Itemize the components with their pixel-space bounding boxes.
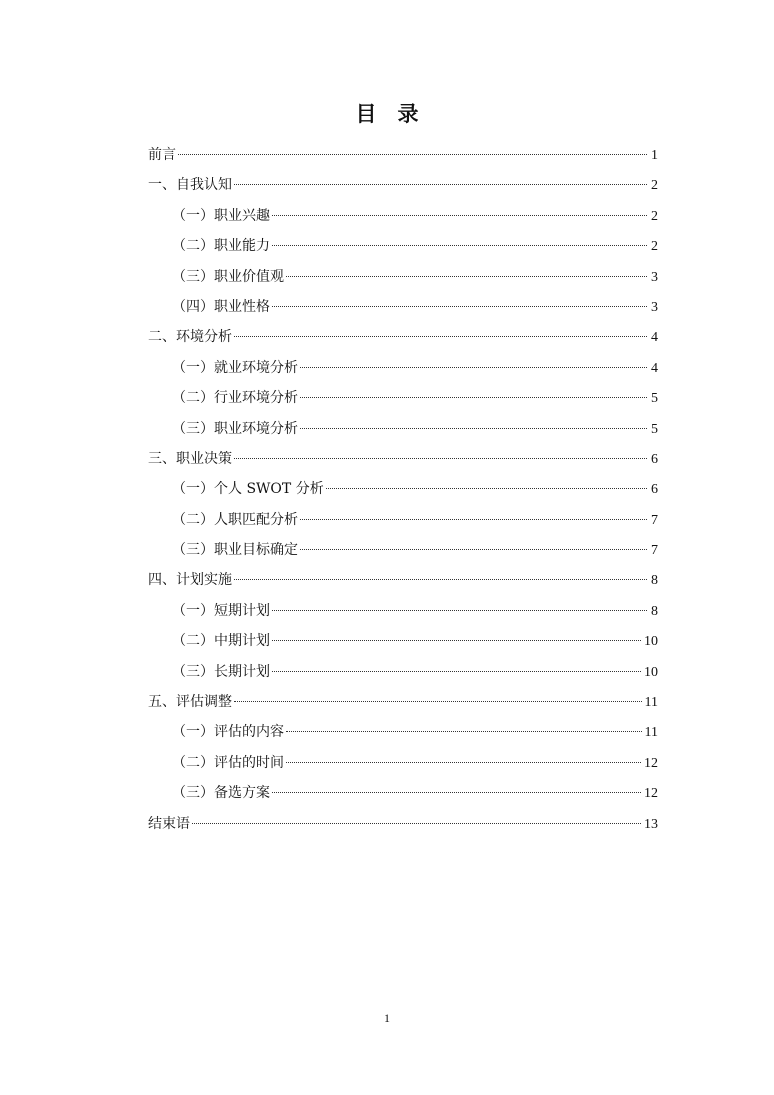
toc-entry-label: （四）职业性格 xyxy=(172,298,270,315)
toc-entry-page-number: 6 xyxy=(651,482,658,498)
toc-entry[interactable] xyxy=(148,778,658,808)
toc-entry[interactable] xyxy=(148,292,658,322)
toc-dot-leader xyxy=(300,549,647,550)
toc-dot-leader xyxy=(300,397,647,398)
toc-dot-leader xyxy=(300,519,647,520)
toc-dot-leader xyxy=(192,823,641,824)
toc-entry[interactable] xyxy=(148,444,658,474)
table-of-contents xyxy=(148,140,658,839)
toc-entry-label: （一）评估的内容 xyxy=(172,724,284,741)
toc-entry-page-number: 5 xyxy=(651,421,658,437)
toc-dot-leader xyxy=(286,762,641,763)
toc-entry[interactable] xyxy=(148,657,658,687)
toc-entry-page-number: 11 xyxy=(644,695,658,711)
toc-entry[interactable] xyxy=(148,565,658,595)
toc-entry-label: 二、环境分析 xyxy=(148,329,232,346)
toc-entry[interactable] xyxy=(148,231,658,261)
toc-entry-page-number: 6 xyxy=(651,451,658,467)
toc-dot-leader xyxy=(300,428,647,429)
toc-entry-label: （三）长期计划 xyxy=(172,663,270,680)
toc-dot-leader xyxy=(300,367,647,368)
toc-entry-page-number: 11 xyxy=(644,725,658,741)
toc-entry-label: 结束语 xyxy=(148,815,190,832)
toc-entry-label: （三）备选方案 xyxy=(172,785,270,802)
toc-entry[interactable] xyxy=(148,535,658,565)
toc-entry-page-number: 2 xyxy=(651,239,658,255)
toc-entry[interactable] xyxy=(148,262,658,292)
toc-entry-page-number: 13 xyxy=(644,816,658,832)
toc-entry-label: 前言 xyxy=(148,147,176,163)
toc-entry-page-number: 10 xyxy=(644,634,658,650)
toc-entry-label: （二）人职匹配分析 xyxy=(172,511,298,528)
toc-dot-leader xyxy=(272,245,647,246)
toc-entry-page-number: 12 xyxy=(644,755,658,771)
toc-entry[interactable] xyxy=(148,717,658,747)
toc-entry[interactable] xyxy=(148,748,658,778)
toc-entry-label: （二）中期计划 xyxy=(172,633,270,650)
toc-dot-leader xyxy=(234,184,647,185)
toc-entry-label: （一）个人 SWOT 分析 xyxy=(172,481,324,498)
toc-dot-leader xyxy=(272,610,647,611)
toc-dot-leader xyxy=(234,579,647,580)
toc-entry-page-number: 2 xyxy=(651,178,658,194)
toc-dot-leader xyxy=(272,215,647,216)
toc-entry-page-number: 5 xyxy=(651,391,658,407)
toc-dot-leader xyxy=(234,458,647,459)
toc-entry-label: 一、自我认知 xyxy=(148,177,232,194)
toc-dot-leader xyxy=(286,731,642,732)
toc-entry[interactable] xyxy=(148,414,658,444)
toc-entry[interactable] xyxy=(148,353,658,383)
toc-entry-label: （三）职业价值观 xyxy=(172,268,284,285)
toc-entry[interactable] xyxy=(148,322,658,352)
toc-entry[interactable] xyxy=(148,505,658,535)
toc-entry[interactable] xyxy=(148,626,658,656)
toc-dot-leader xyxy=(272,671,641,672)
toc-entry[interactable] xyxy=(148,474,658,504)
toc-entry-page-number: 2 xyxy=(651,208,658,224)
toc-dot-leader xyxy=(178,154,647,155)
page-title: 目 录 xyxy=(355,101,419,126)
toc-entry-label: （二）评估的时间 xyxy=(172,754,284,771)
toc-entry-label: （三）职业环境分析 xyxy=(172,420,298,437)
toc-entry[interactable] xyxy=(148,201,658,231)
toc-entry-page-number: 12 xyxy=(644,786,658,802)
toc-entry[interactable] xyxy=(148,687,658,717)
toc-entry-label: （二）职业能力 xyxy=(172,238,270,255)
toc-entry-page-number: 4 xyxy=(651,360,658,376)
toc-entry-page-number: 3 xyxy=(651,269,658,285)
toc-entry[interactable] xyxy=(148,140,658,170)
toc-dot-leader xyxy=(272,640,641,641)
toc-entry-page-number: 10 xyxy=(644,664,658,680)
toc-entry-page-number: 7 xyxy=(651,512,658,528)
page-number: 1 xyxy=(384,1011,390,1025)
toc-entry-label: （三）职业目标确定 xyxy=(172,542,298,559)
toc-dot-leader xyxy=(234,701,642,702)
toc-entry[interactable] xyxy=(148,596,658,626)
toc-entry-label: （一）职业兴趣 xyxy=(172,207,270,224)
toc-entry-label: 四、计划实施 xyxy=(148,572,232,589)
toc-entry-page-number: 4 xyxy=(651,330,658,346)
toc-entry[interactable] xyxy=(148,809,658,839)
toc-entry-page-number: 7 xyxy=(651,543,658,559)
toc-entry-page-number: 8 xyxy=(651,573,658,589)
toc-entry-label: （一）短期计划 xyxy=(172,602,270,619)
toc-dot-leader xyxy=(272,306,647,307)
toc-entry-label: 五、评估调整 xyxy=(148,694,232,711)
toc-entry[interactable] xyxy=(148,383,658,413)
toc-entry-label: （二）行业环境分析 xyxy=(172,390,298,407)
toc-entry-page-number: 1 xyxy=(651,148,658,163)
toc-entry[interactable] xyxy=(148,170,658,200)
toc-entry-page-number: 3 xyxy=(651,299,658,315)
toc-dot-leader xyxy=(286,276,647,277)
toc-entry-label: （一）就业环境分析 xyxy=(172,359,298,376)
toc-dot-leader xyxy=(272,792,641,793)
toc-entry-page-number: 8 xyxy=(651,603,658,619)
toc-entry-label: 三、职业决策 xyxy=(148,450,232,467)
toc-dot-leader xyxy=(234,336,647,337)
toc-dot-leader xyxy=(326,488,647,489)
